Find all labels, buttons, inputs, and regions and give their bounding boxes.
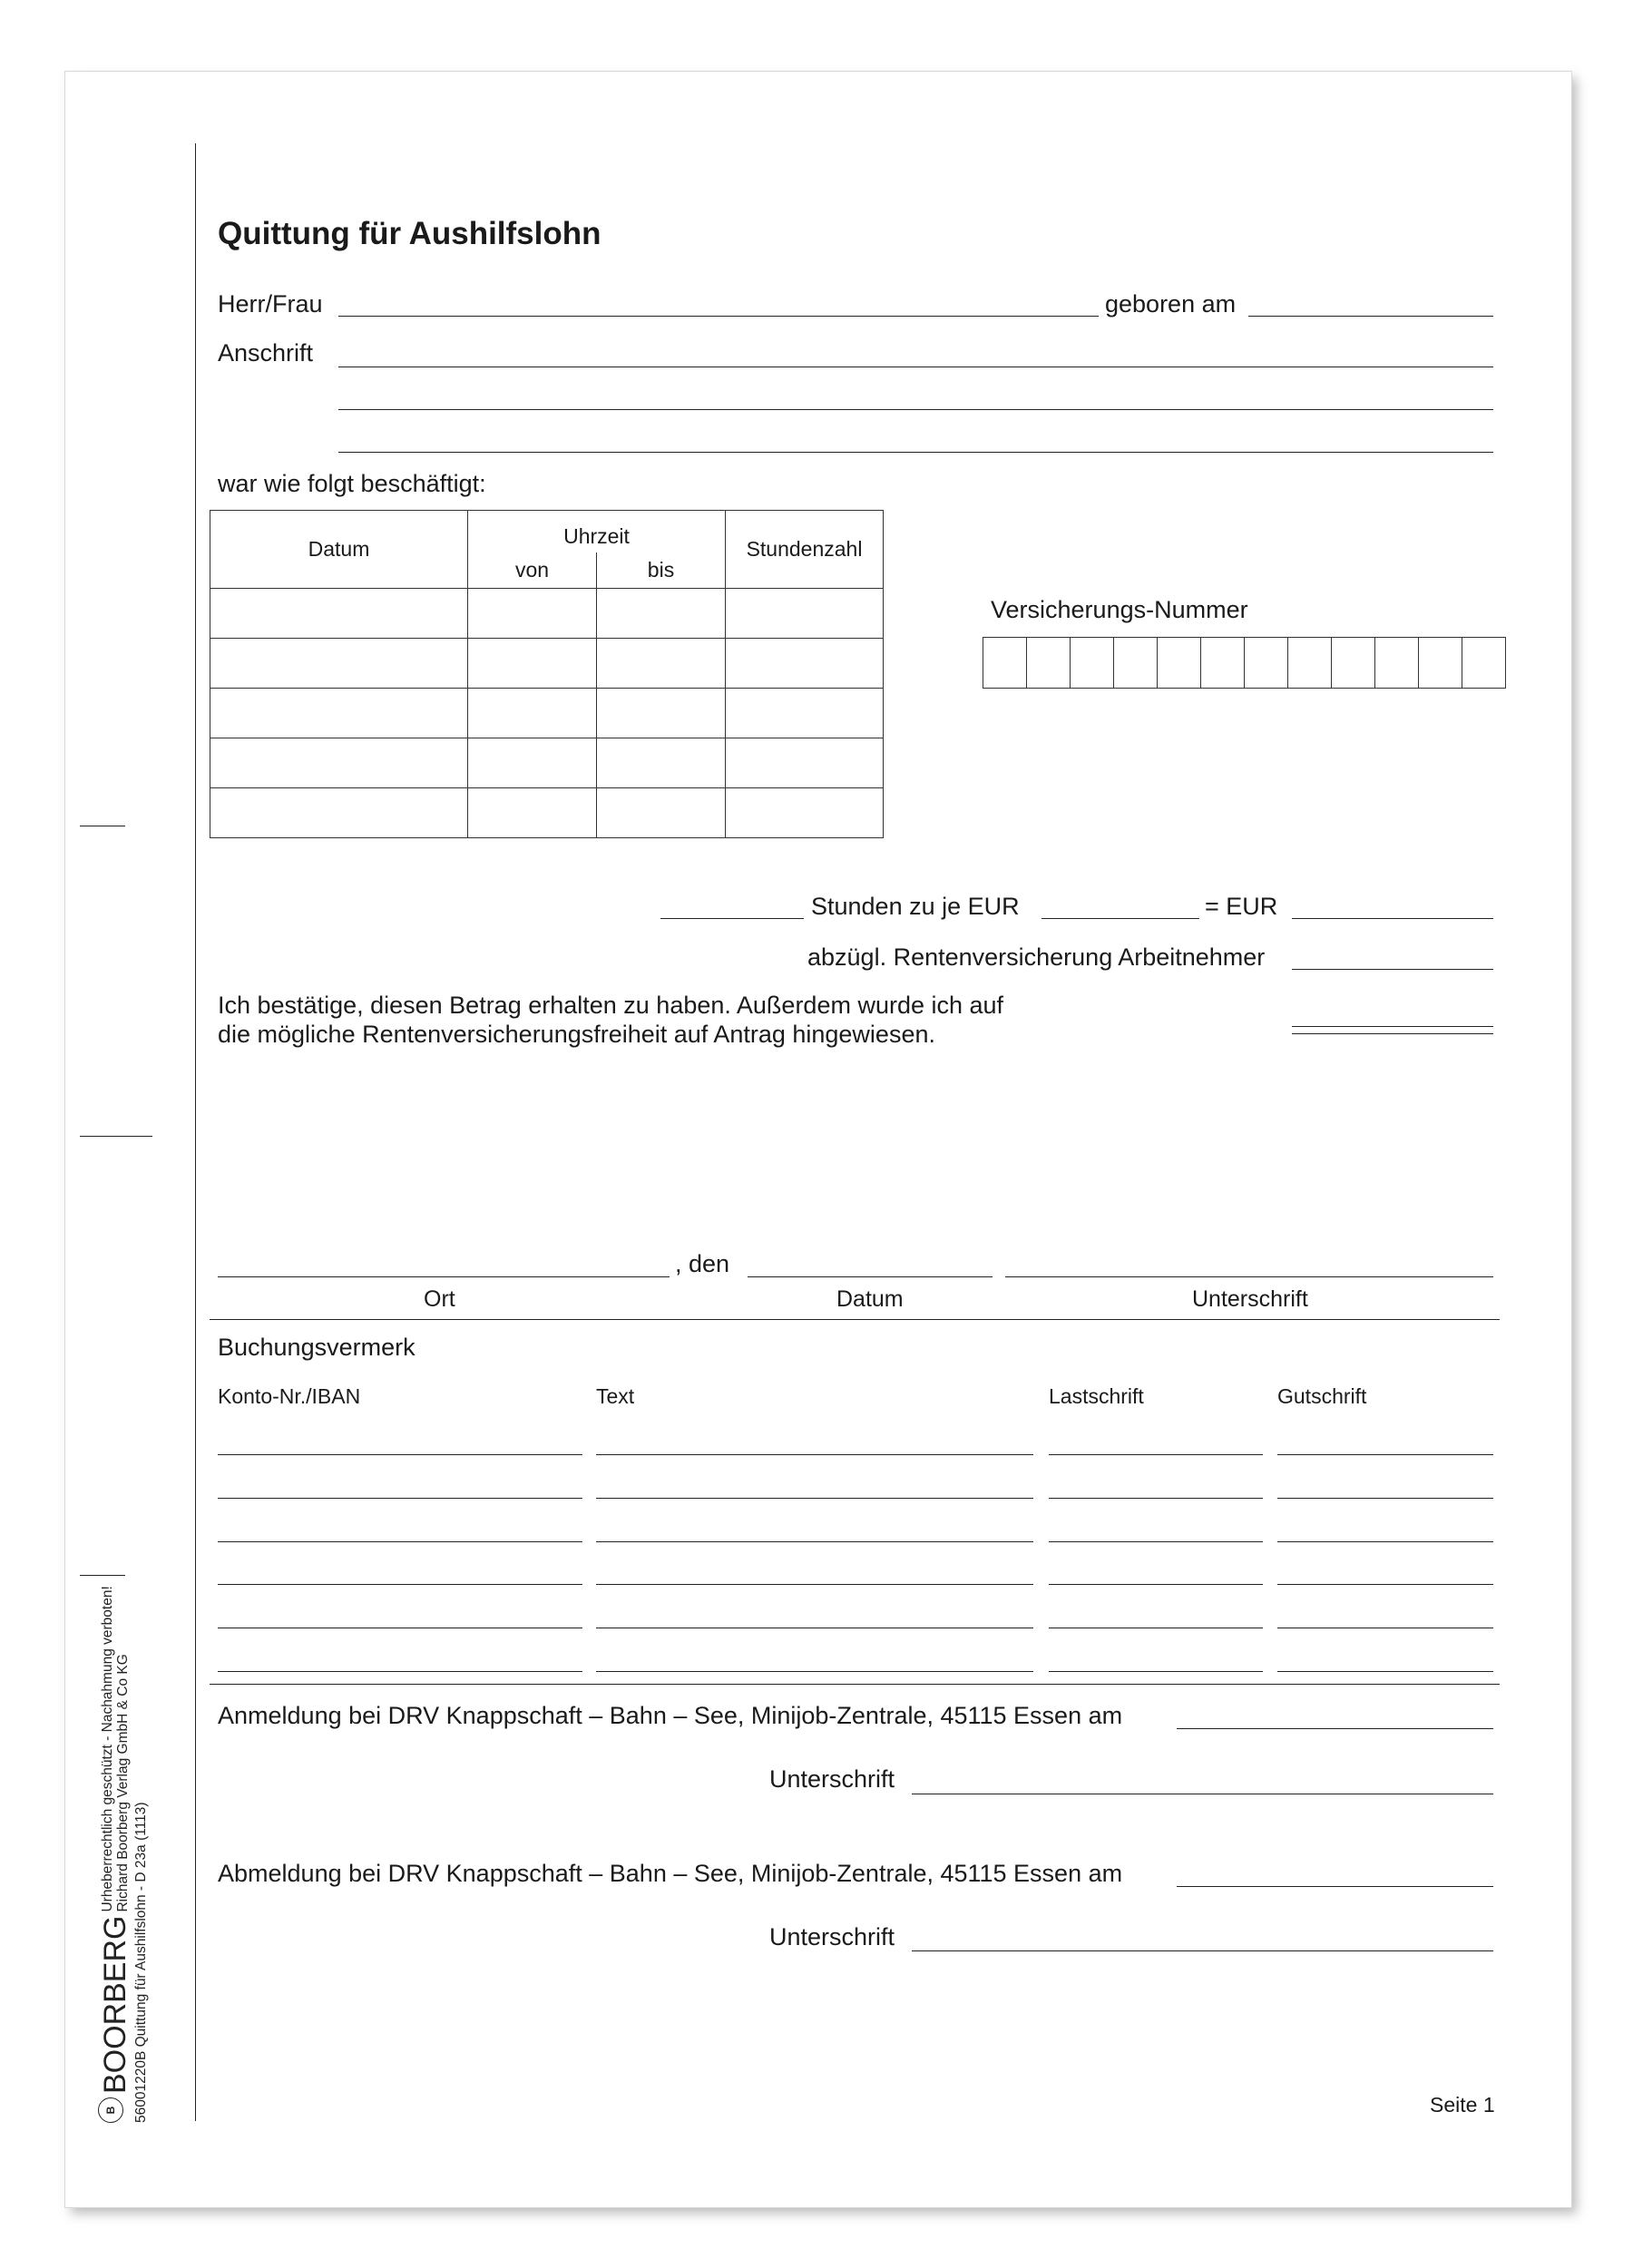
booking-konto-line[interactable]	[218, 1584, 582, 1585]
address-field-3[interactable]	[338, 452, 1493, 453]
header-bis: bis	[597, 552, 726, 589]
col-konto: Konto-Nr./IBAN	[218, 1384, 361, 1408]
label-stunden-zu-je: Stunden zu je EUR	[811, 893, 1020, 920]
table-row	[210, 689, 884, 738]
booking-lastschrift-line[interactable]	[1049, 1454, 1263, 1455]
form-title: Quittung für Aushilfslohn	[218, 216, 601, 251]
insurance-number-boxes[interactable]	[983, 637, 1506, 689]
col-gutschrift: Gutschrift	[1277, 1384, 1367, 1408]
hours-field[interactable]	[660, 918, 804, 919]
abmeldung-text: Abmeldung bei DRV Knappschaft – Bahn – See, Minijob-Zentrale, 45115 Essen am	[218, 1860, 1123, 1887]
deduction-field[interactable]	[1292, 969, 1493, 970]
copyright-line-1: Urheberrechtlich geschützt - Nachahmung verboten!	[100, 1586, 115, 1912]
booking-gutschrift-line[interactable]	[1277, 1671, 1493, 1672]
cell-datum[interactable]	[210, 788, 468, 838]
booking-konto-line[interactable]	[218, 1541, 582, 1542]
booking-text-line[interactable]	[596, 1584, 1033, 1585]
booking-text-line[interactable]	[596, 1671, 1033, 1672]
label-anschrift: Anschrift	[218, 339, 314, 367]
cell-stundenzahl[interactable]	[726, 589, 884, 639]
cell-bis[interactable]	[597, 738, 726, 788]
net-amount-field[interactable]	[1292, 1026, 1493, 1027]
label-beschaeftigt: war wie folgt beschäftigt:	[218, 470, 486, 497]
booking-gutschrift-line[interactable]	[1277, 1454, 1493, 1455]
cell-von[interactable]	[468, 788, 597, 838]
section-divider	[210, 1319, 1500, 1320]
header-uhrzeit: Uhrzeit	[468, 511, 726, 552]
section-divider	[210, 1684, 1500, 1685]
table-row	[210, 639, 884, 689]
cell-stundenzahl[interactable]	[726, 689, 884, 738]
cell-bis[interactable]	[597, 689, 726, 738]
confirmation-line-1: Ich bestätige, diesen Betrag erhalten zu haben. Außerdem wurde ich auf	[218, 992, 1004, 1019]
anmeldung-unterschrift-label: Unterschrift	[769, 1765, 895, 1793]
cell-bis[interactable]	[597, 639, 726, 689]
confirmation-line-2: die mögliche Rentenversicherungsfreiheit auf Antrag hingewiesen.	[218, 1021, 935, 1048]
label-eq-eur: = EUR	[1205, 893, 1278, 920]
anmeldung-date-field[interactable]	[1177, 1728, 1493, 1729]
copyright-line-2: Richard Boorberg Verlag GmbH & Co KG	[115, 1654, 131, 1912]
header-datum: Datum	[210, 511, 468, 589]
booking-title: Buchungsvermerk	[218, 1334, 416, 1361]
cell-datum[interactable]	[210, 738, 468, 788]
rate-field[interactable]	[1041, 918, 1199, 919]
work-hours-table	[210, 510, 884, 838]
datum-field[interactable]	[748, 1276, 993, 1277]
booking-gutschrift-line[interactable]	[1277, 1584, 1493, 1585]
booking-gutschrift-line[interactable]	[1277, 1541, 1493, 1542]
cell-stundenzahl[interactable]	[726, 639, 884, 689]
abmeldung-unterschrift-label: Unterschrift	[769, 1923, 895, 1950]
header-stundenzahl: Stundenzahl	[726, 511, 884, 589]
booking-konto-line[interactable]	[218, 1671, 582, 1672]
col-text: Text	[596, 1384, 635, 1408]
ort-field[interactable]	[218, 1276, 670, 1277]
cell-von[interactable]	[468, 639, 597, 689]
label-den: , den	[675, 1250, 730, 1277]
birthdate-field[interactable]	[1248, 316, 1493, 317]
cell-datum[interactable]	[210, 589, 468, 639]
boorberg-logo-icon: B	[98, 2097, 123, 2123]
fold-mark	[80, 1575, 125, 1576]
caption-unterschrift: Unterschrift	[1192, 1286, 1308, 1312]
page-number: Seite 1	[1430, 2093, 1495, 2116]
header-von: von	[468, 552, 597, 589]
confirmation-text	[218, 991, 1003, 1049]
booking-text-line[interactable]	[596, 1498, 1033, 1499]
cell-von[interactable]	[468, 689, 597, 738]
booking-lastschrift-line[interactable]	[1049, 1541, 1263, 1542]
label-geboren-am: geboren am	[1105, 290, 1237, 318]
caption-datum: Datum	[836, 1286, 904, 1312]
article-number: 56001220B Quittung für Aushilfslohn - D 23a (1113)	[133, 1802, 149, 2123]
booking-lastschrift-line[interactable]	[1049, 1498, 1263, 1499]
cell-stundenzahl[interactable]	[726, 788, 884, 838]
table-row	[210, 589, 884, 639]
table-header-row	[210, 511, 884, 552]
caption-ort: Ort	[424, 1286, 455, 1312]
cell-von[interactable]	[468, 738, 597, 788]
booking-gutschrift-line[interactable]	[1277, 1498, 1493, 1499]
unterschrift-field[interactable]	[1005, 1276, 1493, 1277]
table-row	[210, 738, 884, 788]
booking-text-line[interactable]	[596, 1541, 1033, 1542]
address-field-2[interactable]	[338, 409, 1493, 410]
table-row	[210, 788, 884, 838]
anmeldung-text: Anmeldung bei DRV Knappschaft – Bahn – See, Minijob-Zentrale, 45115 Essen am	[218, 1702, 1123, 1729]
cell-bis[interactable]	[597, 788, 726, 838]
punch-mark	[80, 1136, 152, 1137]
booking-konto-line[interactable]	[218, 1498, 582, 1499]
label-herr-frau: Herr/Frau	[218, 290, 323, 318]
booking-lastschrift-line[interactable]	[1049, 1671, 1263, 1672]
brand-name: BOORBERG	[98, 1915, 132, 2094]
abmeldung-signature-field[interactable]	[912, 1950, 1493, 1951]
col-lastschrift: Lastschrift	[1049, 1384, 1144, 1408]
booking-text-line[interactable]	[596, 1454, 1033, 1455]
booking-konto-line[interactable]	[218, 1454, 582, 1455]
cell-datum[interactable]	[210, 639, 468, 689]
double-underline	[1292, 1033, 1493, 1034]
cell-datum[interactable]	[210, 689, 468, 738]
name-field[interactable]	[338, 316, 1099, 317]
label-versicherungsnummer: Versicherungs-Nummer	[991, 596, 1248, 623]
booking-lastschrift-line[interactable]	[1049, 1584, 1263, 1585]
margin-line	[195, 143, 196, 2121]
cell-von[interactable]	[468, 589, 597, 639]
cell-stundenzahl[interactable]	[726, 738, 884, 788]
total-field[interactable]	[1292, 918, 1493, 919]
cell-bis[interactable]	[597, 589, 726, 639]
abmeldung-date-field[interactable]	[1177, 1886, 1493, 1887]
label-abzuegl: abzügl. Rentenversicherung Arbeitnehmer	[807, 943, 1266, 971]
publisher-imprint	[98, 1586, 149, 2123]
